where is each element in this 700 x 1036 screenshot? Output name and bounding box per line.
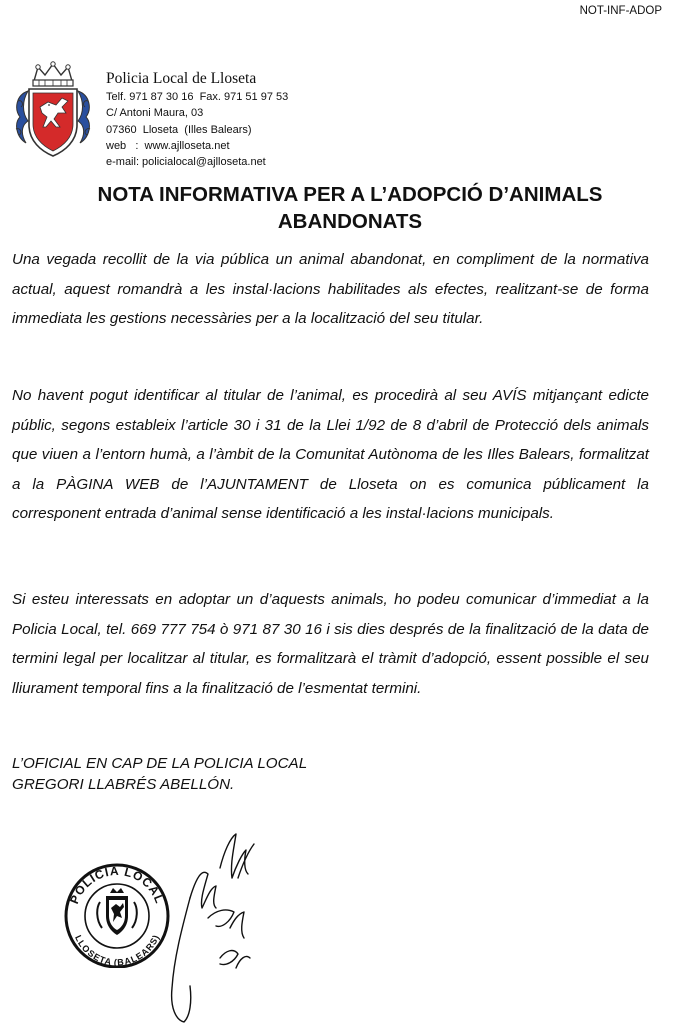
signoff-block [12,753,307,795]
signoff-name: GREGORI LLABRÉS ABELLÓN. [12,776,235,793]
letterhead [106,69,288,170]
police-stamp [62,860,172,968]
document-title-line-2: ABANDONATS [277,210,423,233]
stamp-bottom-text: LLOSETA (BALEARS) [73,933,162,968]
document-code: NOT-INF-ADOP [579,5,662,17]
contact-street: C/ Antoni Maura, 03 [106,107,204,120]
organization-name: Policia Local de Lloseta [106,70,257,87]
contact-email: e-mail: policialocal@ajlloseta.net [106,156,266,169]
stamp-top-text: POLICIA LOCAL [67,863,167,906]
document-title [40,181,660,235]
document-title-line-1: NOTA INFORMATIVA PER A L’ADOPCIÓ D’ANIMALS [97,183,603,206]
stamp-crest-icon [97,888,137,935]
contact-web: web : www.ajlloseta.net [106,139,230,152]
lloseta-coat-of-arms-logo [12,61,94,161]
contact-city: 07360 Lloseta (Illes Balears) [106,123,252,136]
svg-text:LLOSETA (BALEARS) [73,934,161,968]
handwritten-signature [160,808,270,1028]
paragraph-collection: Una vegada recollit de la via pública un animal abandonat, en compliment de la normativa actual, aquest romandrà a les instal·lacions habilitades als efectes, realitzant-se de forma immediata les gestions necessàries per a la localització del seu titular. [12,251,649,327]
paragraph-adoption: Si esteu interessats en adoptar un d’aquests animals, ho podeu comunicar d’immediat a la Policia Local, tel. 669 777 754 ò 971 87 30 16 i sis dies després de la finalització de la data de termini legal per localitzar al titular, es formalitzarà el tràmit d’adopció, essent possible el seu lliurament temporal fins a la finalització de l’esmentat termini. [12,591,649,697]
paragraph-public-notice: No havent pogut identificar al titular de l’animal, es procedirà al seu AVÍS mitjançant edicte públic, segons estableix l’article 30 i 31 de la Llei 1/92 de 8 d’abril de Protecció dels animals que viuen a l’entorn humà, a l’àmbit de la Comunitat Autònoma de les Illes Balears, formalitzat a la PÀGINA WEB de l’AJUNTAMENT de Lloseta on es comunica públicament la corresponent entrada d’animal sense identificació a les instal·lacions municipals. [12,387,649,522]
contact-phone-fax: Telf. 971 87 30 16 Fax. 971 51 97 53 [106,91,289,103]
signoff-role: L’OFICIAL EN CAP DE LA POLICIA LOCAL [12,755,308,772]
